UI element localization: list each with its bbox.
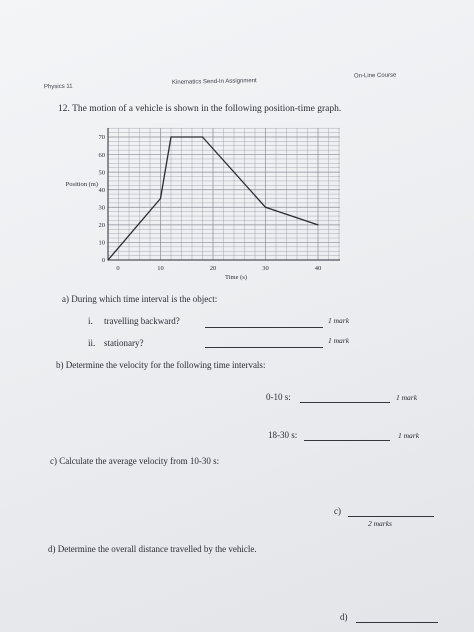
assignment-title: Kinematics Send-In Assignment [171, 78, 257, 86]
graph-grid [108, 128, 340, 260]
x-tick-label: 0 [116, 265, 120, 272]
part-a-i-number: i. [88, 316, 93, 326]
y-tick-label: 0 [101, 257, 105, 265]
part-a-label: a) During which time interval is the object: [62, 294, 218, 304]
x-tick-label: 30 [262, 265, 269, 272]
part-b-1-label: 0-10 s: [266, 392, 291, 402]
y-tick-label: 30 [98, 204, 105, 212]
course-name: Physics 11 [43, 83, 73, 91]
series-point [265, 207, 266, 208]
y-tick-label: 70 [98, 134, 105, 142]
y-axis-label: Position (m) [65, 181, 98, 188]
part-b-label: b) Determine the velocity for the following time intervals: [56, 360, 266, 370]
y-tick-label: 50 [98, 169, 105, 177]
series-point [107, 259, 108, 260]
part-d-answer-label: d) [340, 612, 348, 622]
x-tick-label: 10 [157, 265, 164, 272]
part-c-answer-label: c) [334, 506, 341, 516]
part-d-answer-line[interactable] [356, 622, 438, 623]
y-tick-label: 10 [98, 239, 105, 247]
part-b-2-label: 18-30 s: [268, 430, 298, 440]
part-a-ii-mark: 1 mark [328, 336, 350, 345]
x-axis-label: Time (s) [225, 274, 247, 281]
series-point [170, 136, 171, 137]
series-point [202, 136, 203, 137]
part-c-answer-line[interactable] [348, 516, 434, 517]
part-d-label: d) Determine the overall distance travelled by the vehicle. [48, 544, 257, 554]
course-type: On-Line Course [353, 72, 397, 80]
y-tick-label: 20 [98, 222, 105, 230]
part-c-label: c) Calculate the average velocity from 10-30 s: [50, 456, 220, 466]
part-a-i-mark: 1 mark [328, 316, 350, 325]
part-a-i-text: travelling backward? [104, 316, 180, 326]
part-b-2-answer-line[interactable] [304, 440, 390, 441]
part-a-ii-answer-line[interactable] [205, 347, 323, 348]
part-b-2-mark: 1 mark [398, 431, 420, 440]
part-a-i-answer-line[interactable] [205, 327, 323, 328]
part-c-mark: 2 marks [368, 519, 392, 528]
part-b-1-answer-line[interactable] [300, 402, 390, 403]
y-tick-label: 60 [98, 151, 105, 159]
x-tick-label: 40 [314, 265, 322, 272]
series-point [160, 198, 161, 199]
x-tick-label: 20 [209, 265, 217, 272]
part-a-ii-number: ii. [88, 338, 96, 348]
series-point [317, 224, 318, 225]
part-a-ii-text: stationary? [104, 338, 144, 348]
part-b-1-mark: 1 mark [396, 393, 418, 402]
y-tick-label: 40 [98, 186, 105, 194]
question-intro: 12. The motion of a vehicle is shown in the following position-time graph. [58, 104, 342, 114]
